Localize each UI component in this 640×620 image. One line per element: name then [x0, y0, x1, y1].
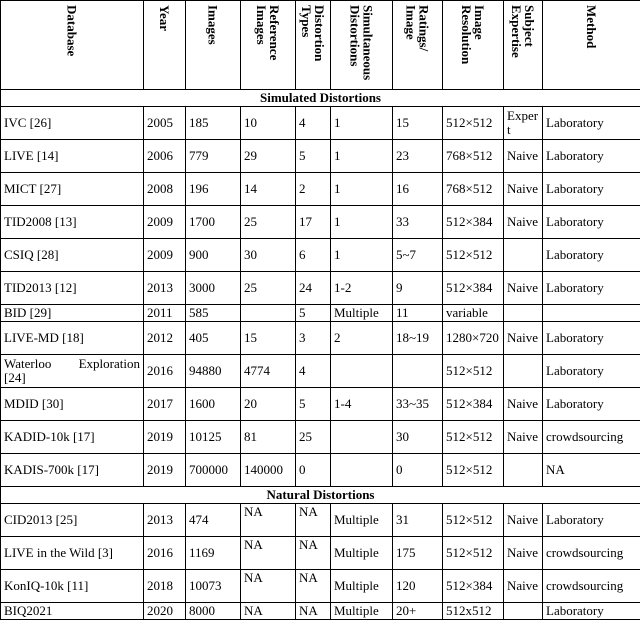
table-cell: 81	[241, 421, 296, 454]
table-cell: BID [29]	[1, 305, 144, 322]
table-cell: LIVE in the Wild [3]	[1, 537, 144, 570]
table-cell: variable	[443, 305, 504, 322]
table-cell: NA	[543, 454, 640, 487]
table-cell: 6	[296, 239, 331, 272]
table-cell: 2013	[144, 272, 186, 305]
table-cell: 1600	[186, 388, 241, 421]
table-cell: 5~7	[393, 239, 443, 272]
table-cell: Naive	[504, 140, 543, 173]
table-cell: CID2013 [25]	[1, 504, 144, 537]
table-cell: 2008	[144, 173, 186, 206]
column-header-label: Images	[207, 5, 220, 89]
table-cell: IVC [26]	[1, 107, 144, 140]
table-cell: 2012	[144, 322, 186, 355]
table-cell: 512×384	[443, 206, 504, 239]
table-cell: 3000	[186, 272, 241, 305]
table-cell: 1280×720	[443, 322, 504, 355]
table-row	[1, 239, 640, 272]
table-cell: NA	[296, 603, 331, 620]
table-cell: 2005	[144, 107, 186, 140]
table-cell: KADIS-700k [17]	[1, 454, 144, 487]
table-cell: 2	[296, 173, 331, 206]
table-cell: Laboratory	[543, 140, 640, 173]
table-cell: 512×512	[443, 454, 504, 487]
table-cell: 2006	[144, 140, 186, 173]
table-cell: 29	[241, 140, 296, 173]
table-cell: 16	[393, 173, 443, 206]
column-header-label: Distortion Types	[300, 5, 326, 89]
table-cell: 2019	[144, 421, 186, 454]
table-cell: 900	[186, 239, 241, 272]
column-header	[443, 1, 504, 90]
column-header-label: Database	[66, 5, 79, 89]
table-cell: Laboratory	[543, 173, 640, 206]
table-row	[1, 388, 640, 421]
table-cell: LIVE-MD [18]	[1, 322, 144, 355]
table-cell: NA	[241, 603, 296, 620]
table-cell: 512×512	[443, 239, 504, 272]
table-cell: TID2008 [13]	[1, 206, 144, 239]
table-cell: MICT [27]	[1, 173, 144, 206]
table-cell: NA	[296, 504, 331, 537]
table-cell: 512×384	[443, 570, 504, 603]
table-cell	[504, 239, 543, 272]
table-cell: 18~19	[393, 322, 443, 355]
table-cell	[504, 454, 543, 487]
table-row	[1, 272, 640, 305]
table-cell: 4	[296, 355, 331, 388]
table-row	[1, 603, 640, 620]
table-cell: Naive	[504, 537, 543, 570]
column-header	[296, 1, 331, 90]
table-cell: 700000	[186, 454, 241, 487]
table-cell: 405	[186, 322, 241, 355]
table-cell: 5	[296, 140, 331, 173]
table-cell: 5	[296, 388, 331, 421]
table-cell: 17	[296, 206, 331, 239]
table-cell: 33~35	[393, 388, 443, 421]
table-cell: NA	[296, 537, 331, 570]
table-cell: 1-2	[331, 272, 393, 305]
table-cell: MDID [30]	[1, 388, 144, 421]
table-cell: 1169	[186, 537, 241, 570]
column-header-label: Ratings/ Image	[405, 5, 431, 89]
section-row	[1, 90, 640, 107]
table-cell: 1	[331, 173, 393, 206]
table-cell: 768×512	[443, 140, 504, 173]
table-cell: Laboratory	[543, 272, 640, 305]
table-cell: 11	[393, 305, 443, 322]
table-row	[1, 173, 640, 206]
table-cell: 1	[331, 206, 393, 239]
table-cell: 31	[393, 504, 443, 537]
table-cell: 585	[186, 305, 241, 322]
table-row	[1, 305, 640, 322]
table-row	[1, 322, 640, 355]
table-cell: 3	[296, 322, 331, 355]
column-header-label: Image Resolution	[460, 5, 486, 89]
table-cell: 30	[393, 421, 443, 454]
table-cell: 512×384	[443, 272, 504, 305]
table-cell: 2	[331, 322, 393, 355]
table-cell: 768×512	[443, 173, 504, 206]
table-cell: Expert	[504, 107, 543, 140]
column-header	[393, 1, 443, 90]
table-cell: 2019	[144, 454, 186, 487]
table-cell: 512×512	[443, 107, 504, 140]
table-cell: BIQ2021	[1, 603, 144, 620]
table-cell: 2009	[144, 206, 186, 239]
section-title: Simulated Distortions	[1, 90, 640, 107]
table-cell: Laboratory	[543, 355, 640, 388]
table-row	[1, 570, 640, 603]
table-cell: 0	[393, 454, 443, 487]
table-row	[1, 206, 640, 239]
table-cell: Laboratory	[543, 388, 640, 421]
table-cell: crowdsourcing	[543, 421, 640, 454]
table-cell: Naive	[504, 504, 543, 537]
table-cell: 94880	[186, 355, 241, 388]
table-cell: Multiple	[331, 570, 393, 603]
table-cell: CSIQ [28]	[1, 239, 144, 272]
table-cell: 1	[331, 107, 393, 140]
table-row	[1, 355, 640, 388]
table-cell: 512×512	[443, 537, 504, 570]
table-cell: Multiple	[331, 504, 393, 537]
table-cell	[543, 305, 640, 322]
table-cell: 25	[241, 272, 296, 305]
table-cell: Laboratory	[543, 206, 640, 239]
table-cell: 25	[296, 421, 331, 454]
table-cell: 33	[393, 206, 443, 239]
table-cell: 512×512	[443, 504, 504, 537]
table-cell: 10	[241, 107, 296, 140]
table-cell	[504, 355, 543, 388]
table-cell: 25	[241, 206, 296, 239]
header-row	[1, 1, 640, 90]
table-cell	[331, 421, 393, 454]
table-cell: 779	[186, 140, 241, 173]
column-header	[504, 1, 543, 90]
table-cell: 2011	[144, 305, 186, 322]
table-cell: crowdsourcing	[543, 537, 640, 570]
table-cell: KADID-10k [17]	[1, 421, 144, 454]
table-cell: 15	[393, 107, 443, 140]
table-cell: 512×384	[443, 388, 504, 421]
table-cell: 512x512	[443, 603, 504, 620]
table-cell: 30	[241, 239, 296, 272]
table-cell	[331, 355, 393, 388]
table-cell	[241, 305, 296, 322]
table-cell: 512×512	[443, 355, 504, 388]
table-cell: 14	[241, 173, 296, 206]
table-cell	[331, 454, 393, 487]
column-header-label: Simultaneous Distortions	[349, 5, 375, 89]
table-row	[1, 107, 640, 140]
table-cell: Laboratory	[543, 504, 640, 537]
table-body	[1, 90, 640, 620]
table-cell: Naive	[504, 421, 543, 454]
table-cell: Laboratory	[543, 322, 640, 355]
table-cell: 20+	[393, 603, 443, 620]
table-cell: 15	[241, 322, 296, 355]
table-cell: crowdsourcing	[543, 570, 640, 603]
column-header	[331, 1, 393, 90]
column-header	[186, 1, 241, 90]
table-cell: 23	[393, 140, 443, 173]
table-cell: 1	[331, 239, 393, 272]
table-cell: 196	[186, 173, 241, 206]
table-cell: 4774	[241, 355, 296, 388]
section-row	[1, 487, 640, 504]
table-cell: Naive	[504, 206, 543, 239]
table-cell: 0	[296, 454, 331, 487]
table-cell: 10125	[186, 421, 241, 454]
column-header-label: Subject Expertise	[510, 5, 536, 89]
column-header-label: Reference Images	[255, 5, 281, 89]
table-cell: 10073	[186, 570, 241, 603]
table-cell	[393, 355, 443, 388]
table-cell: 512×512	[443, 421, 504, 454]
table-cell: 2016	[144, 355, 186, 388]
table-cell: LIVE [14]	[1, 140, 144, 173]
table-cell: NA	[296, 570, 331, 603]
table-row	[1, 454, 640, 487]
table-cell: Multiple	[331, 305, 393, 322]
table-cell: KonIQ-10k [11]	[1, 570, 144, 603]
table-cell: NA	[241, 504, 296, 537]
table-cell: 4	[296, 107, 331, 140]
table-cell: Laboratory	[543, 239, 640, 272]
table-cell: Laboratory	[543, 107, 640, 140]
column-header	[144, 1, 186, 90]
table-cell: Naive	[504, 173, 543, 206]
table-cell: Laboratory	[543, 603, 640, 620]
table-cell	[504, 305, 543, 322]
table-cell: 2016	[144, 537, 186, 570]
table-cell: NA	[241, 537, 296, 570]
table-cell: 175	[393, 537, 443, 570]
table-cell: TID2013 [12]	[1, 272, 144, 305]
column-header-label: Method	[585, 5, 598, 89]
table-cell: 120	[393, 570, 443, 603]
column-header	[543, 1, 640, 90]
table-row	[1, 140, 640, 173]
table-row	[1, 504, 640, 537]
table-row	[1, 421, 640, 454]
table-cell: Multiple	[331, 537, 393, 570]
column-header	[1, 1, 144, 90]
table-cell: 1700	[186, 206, 241, 239]
table-cell: Naive	[504, 388, 543, 421]
table-cell: 140000	[241, 454, 296, 487]
table-cell: 2017	[144, 388, 186, 421]
table-cell: Multiple	[331, 603, 393, 620]
table-cell	[504, 603, 543, 620]
table-cell: 8000	[186, 603, 241, 620]
column-header	[241, 1, 296, 90]
table-cell: 185	[186, 107, 241, 140]
table-cell: Naive	[504, 570, 543, 603]
table-cell: 2018	[144, 570, 186, 603]
table-cell: 1	[331, 140, 393, 173]
table-cell: 2009	[144, 239, 186, 272]
table-cell: 474	[186, 504, 241, 537]
table-cell: 20	[241, 388, 296, 421]
table-cell: 2013	[144, 504, 186, 537]
table-cell: NA	[241, 570, 296, 603]
table-cell: 2020	[144, 603, 186, 620]
table-row	[1, 537, 640, 570]
column-header-label: Year	[158, 5, 171, 89]
table-cell: 5	[296, 305, 331, 322]
section-title: Natural Distortions	[1, 487, 640, 504]
table-cell: Naive	[504, 272, 543, 305]
table-cell: 9	[393, 272, 443, 305]
table-cell: Waterloo Exploration [24]	[1, 355, 144, 388]
table-cell: 24	[296, 272, 331, 305]
table-cell: 1-4	[331, 388, 393, 421]
table-cell: Naive	[504, 322, 543, 355]
